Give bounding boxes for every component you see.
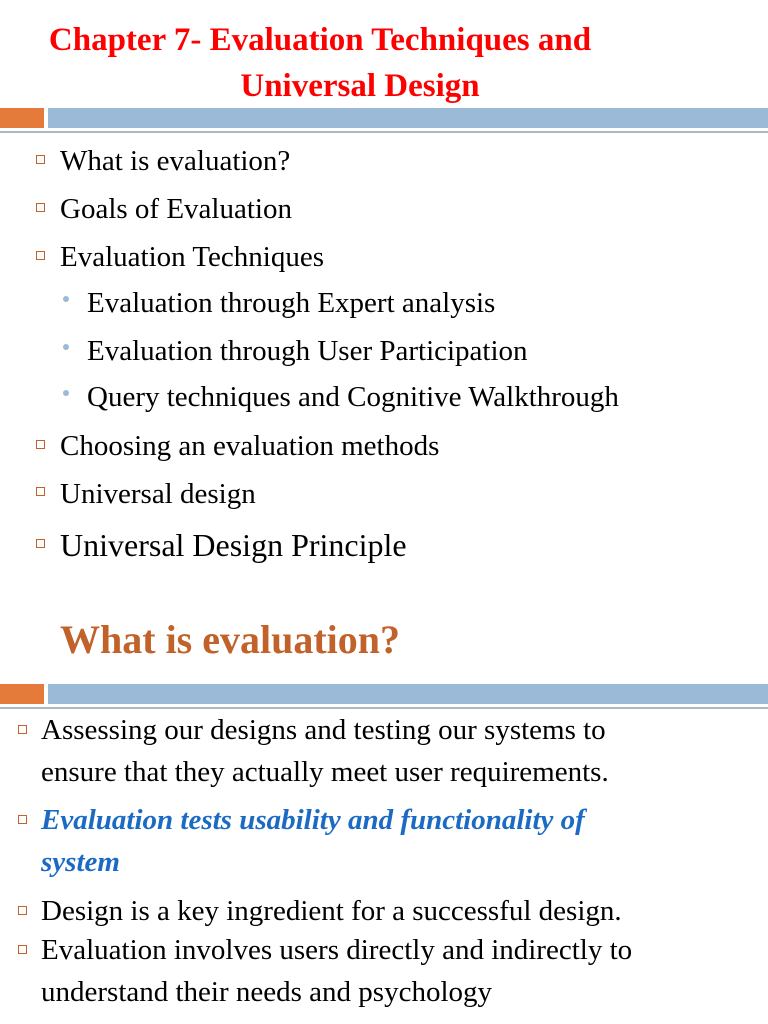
- slide2-item-involves-line1: Evaluation involves users directly and indirectly to: [41, 934, 633, 966]
- slide1-item-techniques: Evaluation Techniques: [60, 241, 325, 273]
- bullet-square-icon: [36, 440, 45, 449]
- slide2-item-assessing-line1: Assessing our designs and testing our systems to: [41, 714, 606, 746]
- slide1-item-goals: Goals of Evaluation: [60, 193, 292, 225]
- bullet-square-icon: [36, 539, 45, 548]
- slide2-item-usability-line2: system: [41, 846, 120, 878]
- bullet-square-icon: [18, 906, 27, 915]
- slide2-header-bar: [0, 684, 768, 704]
- slide1-item-what-is-evaluation: What is evaluation?: [60, 145, 291, 177]
- slide1-title-line2: Universal Design: [240, 68, 480, 104]
- slide1-item-choosing: Choosing an evaluation methods: [60, 430, 440, 462]
- slide1-subitem-expert: Evaluation through Expert analysis: [87, 287, 496, 319]
- bullet-dot-icon: [63, 390, 69, 396]
- slide1-header-bar: [0, 108, 768, 128]
- slide1-subitem-user: Evaluation through User Participation: [87, 335, 528, 367]
- slide1-item-principle: Universal Design Principle: [60, 527, 407, 563]
- slide2-item-design-key: Design is a key ingredient for a successful design.: [41, 895, 622, 927]
- slide1-title-line1: Chapter 7- Evaluation Techniques and: [48, 22, 592, 58]
- bullet-square-icon: [36, 203, 45, 212]
- bullet-square-icon: [36, 155, 45, 164]
- bullet-square-icon: [36, 251, 45, 260]
- bullet-dot-icon: [63, 344, 69, 350]
- slide2-title: What is evaluation?: [60, 617, 401, 662]
- slide2-item-involves-line2: understand their needs and psychology: [41, 976, 493, 1008]
- bullet-square-icon: [18, 945, 27, 954]
- slide1-subitem-query: Query techniques and Cognitive Walkthrough: [87, 381, 619, 413]
- bullet-square-icon: [18, 725, 27, 734]
- bullet-square-icon: [36, 487, 45, 496]
- slide2-item-usability-line1: Evaluation tests usability and functionality of: [41, 804, 585, 836]
- bullet-dot-icon: [63, 296, 69, 302]
- bullet-square-icon: [18, 815, 27, 824]
- slide2-item-assessing-line2: ensure that they actually meet user requirements.: [41, 756, 609, 788]
- slide1-item-universal-design: Universal design: [60, 478, 256, 510]
